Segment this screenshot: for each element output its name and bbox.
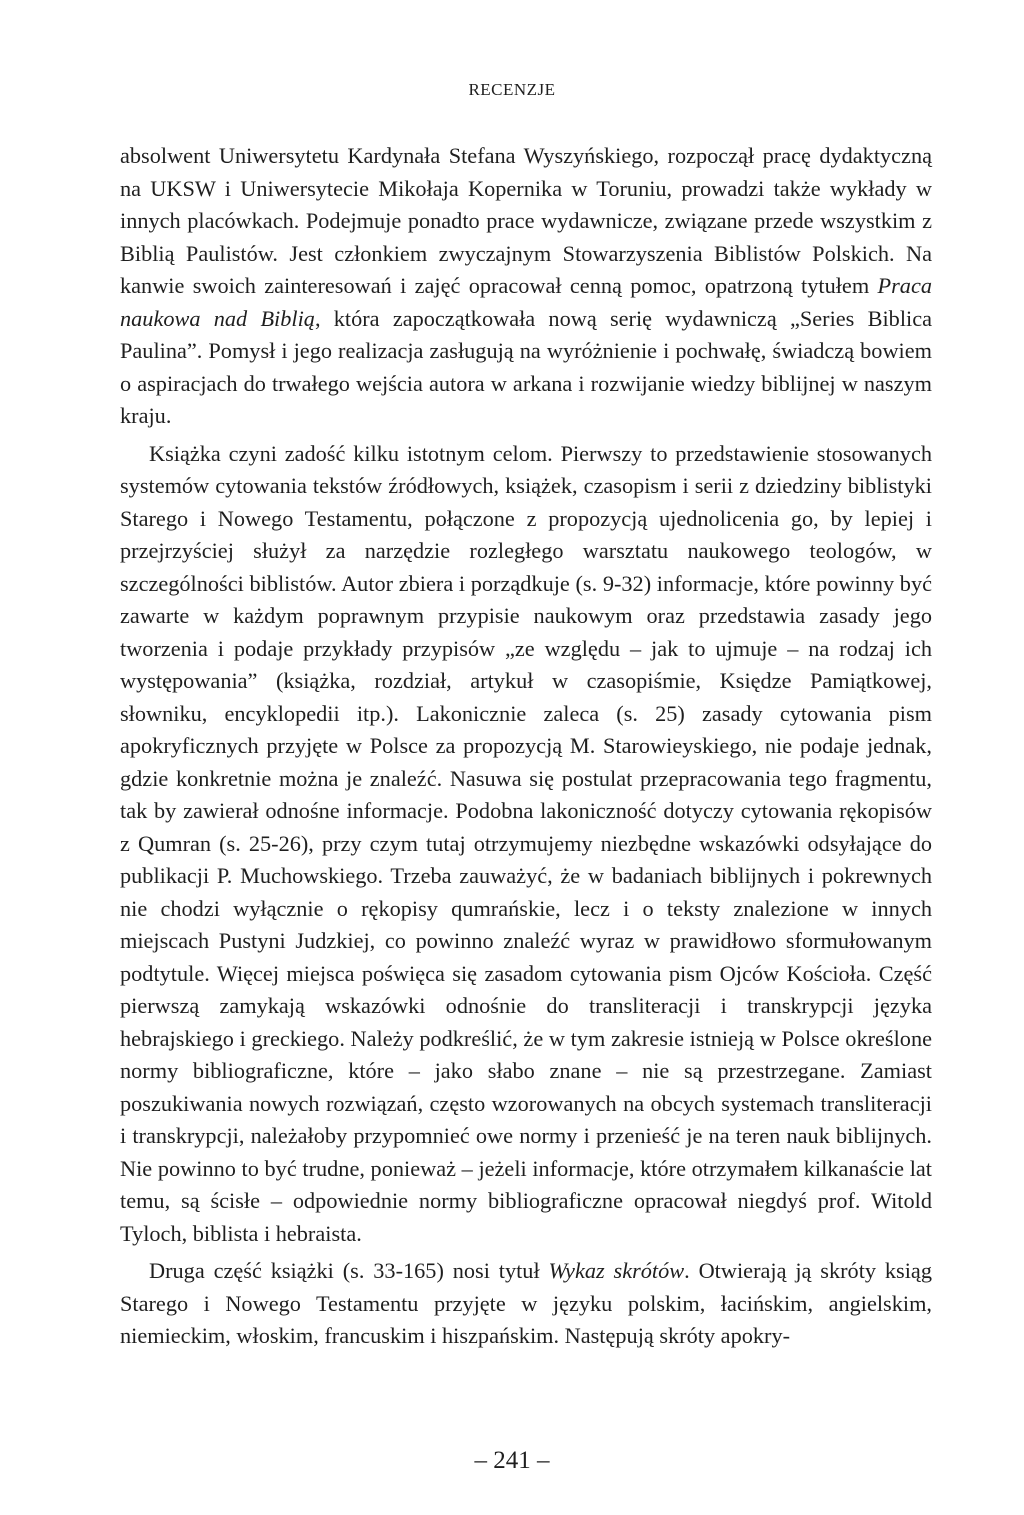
text-segment: . Otwierają ją skróty ksiąg Starego i Nowego Testamentu przyjęte w języku polskim, łacińskim, angielskim, niemieckim, włoskim, francuskim i hiszpańskim. Następują skróty apokry- (120, 1258, 932, 1348)
paragraph-3 (120, 1255, 932, 1353)
italic-title: Wykaz skrótów (548, 1258, 685, 1283)
body-text (120, 140, 932, 1353)
italic-title: Praca naukowa nad Biblią (120, 273, 932, 331)
running-header: RECENZJE (468, 80, 556, 99)
text-segment: Książka czyni zadość kilku istotnym celom. Pierwszy to przedstawienie stosowanych systemów cytowania tekstów źródłowych, książek, czasopism i serii z dziedziny biblistyki Starego i Nowego Testamentu, połączone z propozycją ujednolicenia go, by lepiej i przejrzyściej służył za narzędzie rozległego warsztatu naukowego teologów, w szczególności biblistów. Autor zbiera i porządkuje (s. 9-32) informacje, które powinny być zawarte w każdym poprawnym przypisie naukowym oraz przedstawia zasady jego tworzenia i podaje przykłady przypisów „ze względu – jak to ujmuje – na rodzaj ich występowania” (książka, rozdział, artykuł w czasopiśmie, Księdze Pamiątkowej, słowniku, encyklopedii itp.). Lakonicznie zaleca (s. 25) zasady cytowania pism apokryficznych przyjęte w Polsce za propozycją M. Starowieyskiego, nie podaje jednak, gdzie konkretnie można je znaleźć. Nasuwa się postulat przepracowania tego fragmentu, tak by zawierał odnośne informacje. Podobna lakoniczność dotyczy cytowania rękopisów z Qumran (s. 25-26), przy czym tutaj otrzymujemy niezbędne wskazówki odsyłające do publikacji P. Muchowskiego. Trzeba zauważyć, że w badaniach biblijnych i pokrewnych nie chodzi wyłącznie o rękopisy qumrańskie, lecz i o teksty znalezione w innych miejscach Pustyni Judzkiej, co powinno znaleźć wyraz w prawidłowo sformułowanym podtytule. Więcej miejsca poświęca się zasadom cytowania pism Ojców Kościoła. Część pierwszą zamykają wskazówki odnośnie do transliteracji i transkrypcji języka hebrajskiego i greckiego. Należy podkreślić, że w tym zakresie istnieją w Polsce określone normy bibliograficzne, które – jako słabo znane – nie są przestrzegane. Zamiast poszukiwania nowych rozwiązań, często wzorowanych na obcych systemach transliteracji i transkrypcji, należałoby przypomnieć owe normy i przenieść je na teren nauk biblijnych. Nie powinno to być trudne, ponieważ – jeżeli informacje, które otrzymałem kilkanaście lat temu, są ścisłe – odpowiednie normy bibliograficzne opracował niegdyś prof. Witold Tyloch, biblista i hebraista. (120, 440, 932, 1246)
paragraph-2 (120, 438, 932, 1251)
text-segment: Druga część książki (s. 33-165) nosi tytuł (149, 1258, 549, 1283)
text-segment: , która zapoczątkowała nową serię wydawniczą „Series Biblica Paulina”. Pomysł i jego realizacja zasługują na wyróżnienie i pochwałę, świadczą bowiem o aspiracjach do trwałego wejścia autora w arkana i rozwijanie wiedzy biblijnej w naszym kraju. (120, 305, 932, 428)
page-number: – 241 – (474, 1447, 550, 1474)
paragraph-1 (120, 140, 932, 433)
text-segment: absolwent Uniwersytetu Kardynała Stefana Wyszyńskiego, rozpoczął pracę dydaktyczną na UKSW i Uniwersytecie Mikołaja Kopernika w Toruniu, prowadzi także wykłady w innych placówkach. Podejmuje ponadto prace wydawnicze, związane przede wszystkim z Biblią Paulistów. Jest członkiem zwyczajnym Stowarzyszenia Biblistów Polskich. Na kanwie swoich zainteresowań i zajęć opracował cenną pomoc, opatrzoną tytułem (120, 143, 932, 298)
